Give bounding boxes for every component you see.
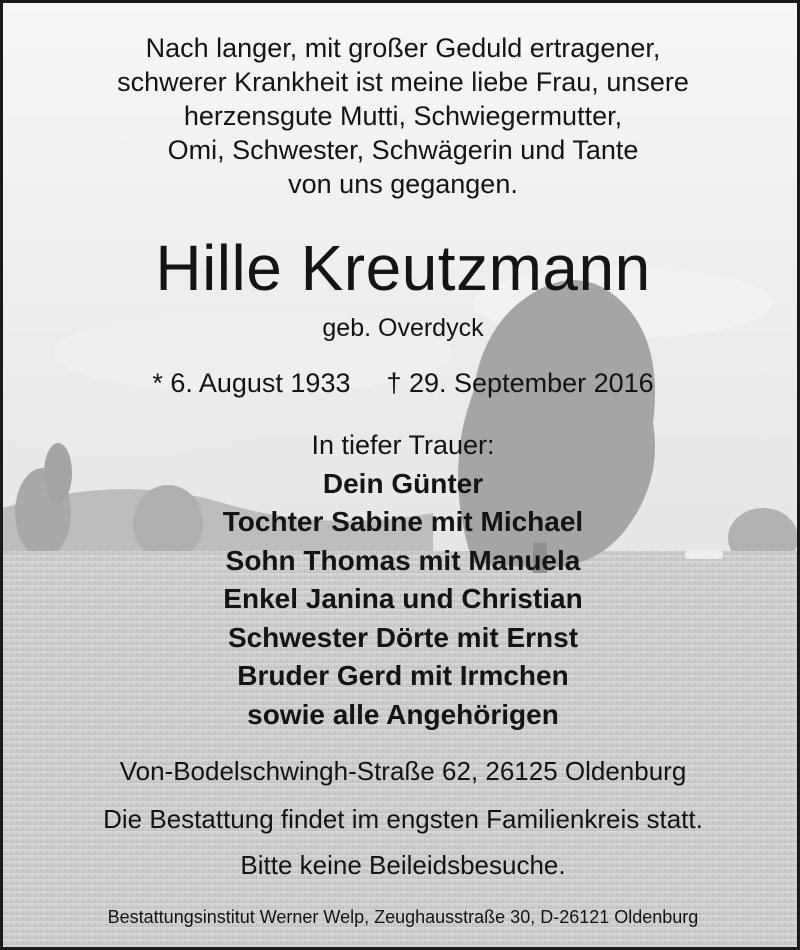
intro-line: schwerer Krankheit ist meine liebe Frau, unsere <box>117 67 689 97</box>
intro-line: Omi, Schwester, Schwägerin und Tante <box>167 135 639 165</box>
funeral-note: Die Bestattung findet im engsten Familienkreis statt. <box>103 804 703 834</box>
mourner-line: sowie alle Angehörigen <box>247 699 559 730</box>
visit-note: Bitte keine Beileidsbesuche. <box>240 850 566 880</box>
intro-line: Nach langer, mit großer Geduld ertragener, <box>145 33 661 63</box>
mourner-line: Sohn Thomas mit Manuela <box>225 545 581 576</box>
intro-line: herzensgute Mutti, Schwiegermutter, <box>183 101 623 131</box>
mourner-line: Dein Günter <box>322 468 484 499</box>
birth-name: geb. Overdyck <box>322 314 484 342</box>
life-dates <box>3 367 800 399</box>
mourning-heading: In tiefer Trauer: <box>311 430 495 460</box>
notice-text <box>3 3 800 950</box>
deceased-name: Hille Kreutzmann <box>155 232 651 304</box>
death-date: † 29. September 2016 <box>386 368 654 398</box>
mourner-line: Enkel Janina und Christian <box>223 583 583 614</box>
mourner-line: Bruder Gerd mit Irmchen <box>237 660 569 691</box>
intro-line: von uns gegangen. <box>288 169 518 199</box>
undertaker-info: Bestattungsinstitut Werner Welp, Zeughausstraße 30, D-26121 Oldenburg <box>107 907 699 927</box>
birth-date: * 6. August 1933 <box>152 368 351 398</box>
family-address: Von-Bodelschwingh-Straße 62, 26125 Oldenburg <box>119 756 687 786</box>
mourner-line: Schwester Dörte mit Ernst <box>227 622 579 653</box>
mourner-line: Tochter Sabine mit Michael <box>222 506 584 537</box>
